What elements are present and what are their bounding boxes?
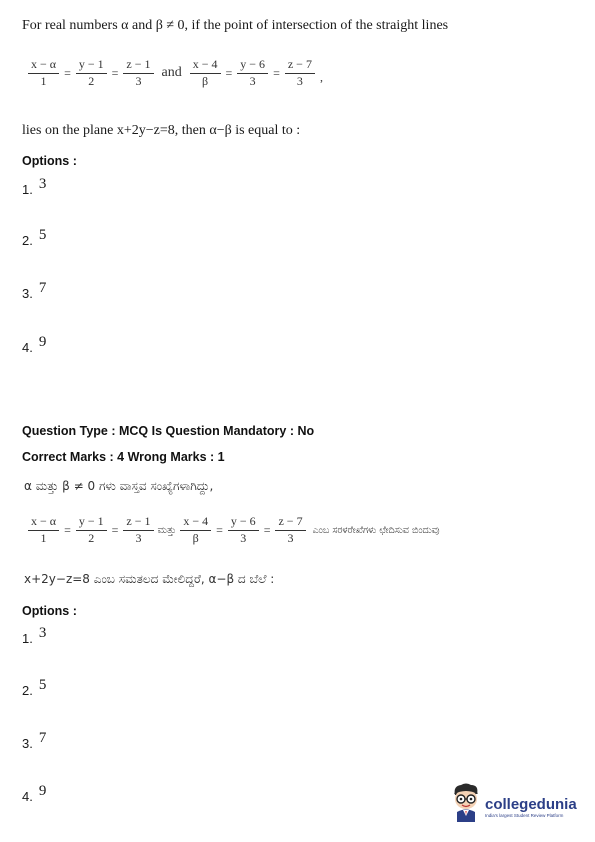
options-label-en: Options :: [22, 154, 77, 168]
fraction: $\frac{y - 1}{2}$: [76, 58, 107, 89]
equals-sign: =: [111, 65, 119, 80]
equals-sign: =: [111, 522, 119, 537]
collegedunia-logo[interactable]: [449, 782, 577, 827]
plane-condition-kn: x+2y−z=8 ಎಂಬ ಸಮತಲದ ಮೇಲಿದ್ದರೆ, α−β ದ ಬೆಲೆ :: [24, 572, 275, 586]
fraction: $\frac{x - 4}{\beta}$: [190, 58, 221, 89]
fraction: $\frac{z - 1}{3}$: [123, 515, 153, 546]
fraction: $\frac{x - \alpha}{1}$: [28, 515, 59, 546]
equals-sign: =: [64, 65, 71, 80]
option-4-en[interactable]: 4. 9: [22, 334, 47, 355]
equals-sign: =: [64, 522, 71, 537]
trailing-comma: ,: [319, 69, 323, 84]
fraction: $\frac{y - 6}{3}$: [228, 515, 259, 546]
fraction: $\frac{y - 6}{3}$: [237, 58, 268, 89]
equals-sign: =: [273, 65, 280, 80]
option-1-en[interactable]: 1. 3: [22, 176, 47, 197]
option-2-kn[interactable]: 2. 5: [22, 677, 47, 698]
fraction: $\frac{z - 7}{3}$: [285, 58, 315, 89]
option-1-kn[interactable]: 1. 3: [22, 625, 47, 646]
option-2-en[interactable]: 2. 5: [22, 227, 47, 248]
brand-tagline: India's largest Student Review Platform: [485, 812, 564, 818]
options-label-kn: Options :: [22, 604, 77, 618]
question-stem-kn: α ಮತ್ತು β ≠ 0 ಗಳು ವಾಸ್ತವ ಸಂಖ್ಯೆಗಳಾಗಿದ್ದು,: [24, 479, 214, 493]
equation-row-en: [26, 58, 323, 89]
plane-condition-en: lies on the plane x+2y−z=8, then α−β is equal to :: [22, 123, 301, 138]
marks-line: Correct Marks : 4 Wrong Marks : 1: [22, 450, 225, 464]
fraction: $\frac{x - 4}{\beta}$: [180, 515, 211, 546]
equals-sign: =: [216, 522, 223, 537]
fraction: $\frac{y - 1}{2}$: [76, 515, 107, 546]
intersection-text-kn: ಎಂಬ ಸರಳರೇಖೆಗಳು ಛೇದಿಸುವ ಬಿಂದುವು: [312, 524, 440, 536]
mascot-icon: [449, 782, 483, 827]
equals-sign: =: [263, 522, 271, 537]
equals-sign: =: [225, 65, 233, 80]
connector-text: and: [161, 65, 182, 81]
option-4-kn[interactable]: 4. 9: [22, 783, 47, 804]
option-3-en[interactable]: 3. 7: [22, 280, 47, 301]
equation-row-kn: [26, 515, 439, 546]
option-3-kn[interactable]: 3. 7: [22, 730, 47, 751]
fraction: $\frac{x - \alpha}{1}$: [28, 58, 59, 89]
connector-text: ಮತ್ತು: [157, 524, 177, 536]
question-stem-en: For real numbers α and β ≠ 0, if the point of intersection of the straight lines: [22, 18, 449, 33]
fraction: $\frac{z - 7}{3}$: [275, 515, 305, 546]
brand-name: collegedunia: [485, 795, 577, 813]
fraction: $\frac{z - 1}{3}$: [123, 58, 153, 89]
question-type-line: Question Type : MCQ Is Question Mandatory : No: [22, 424, 315, 438]
